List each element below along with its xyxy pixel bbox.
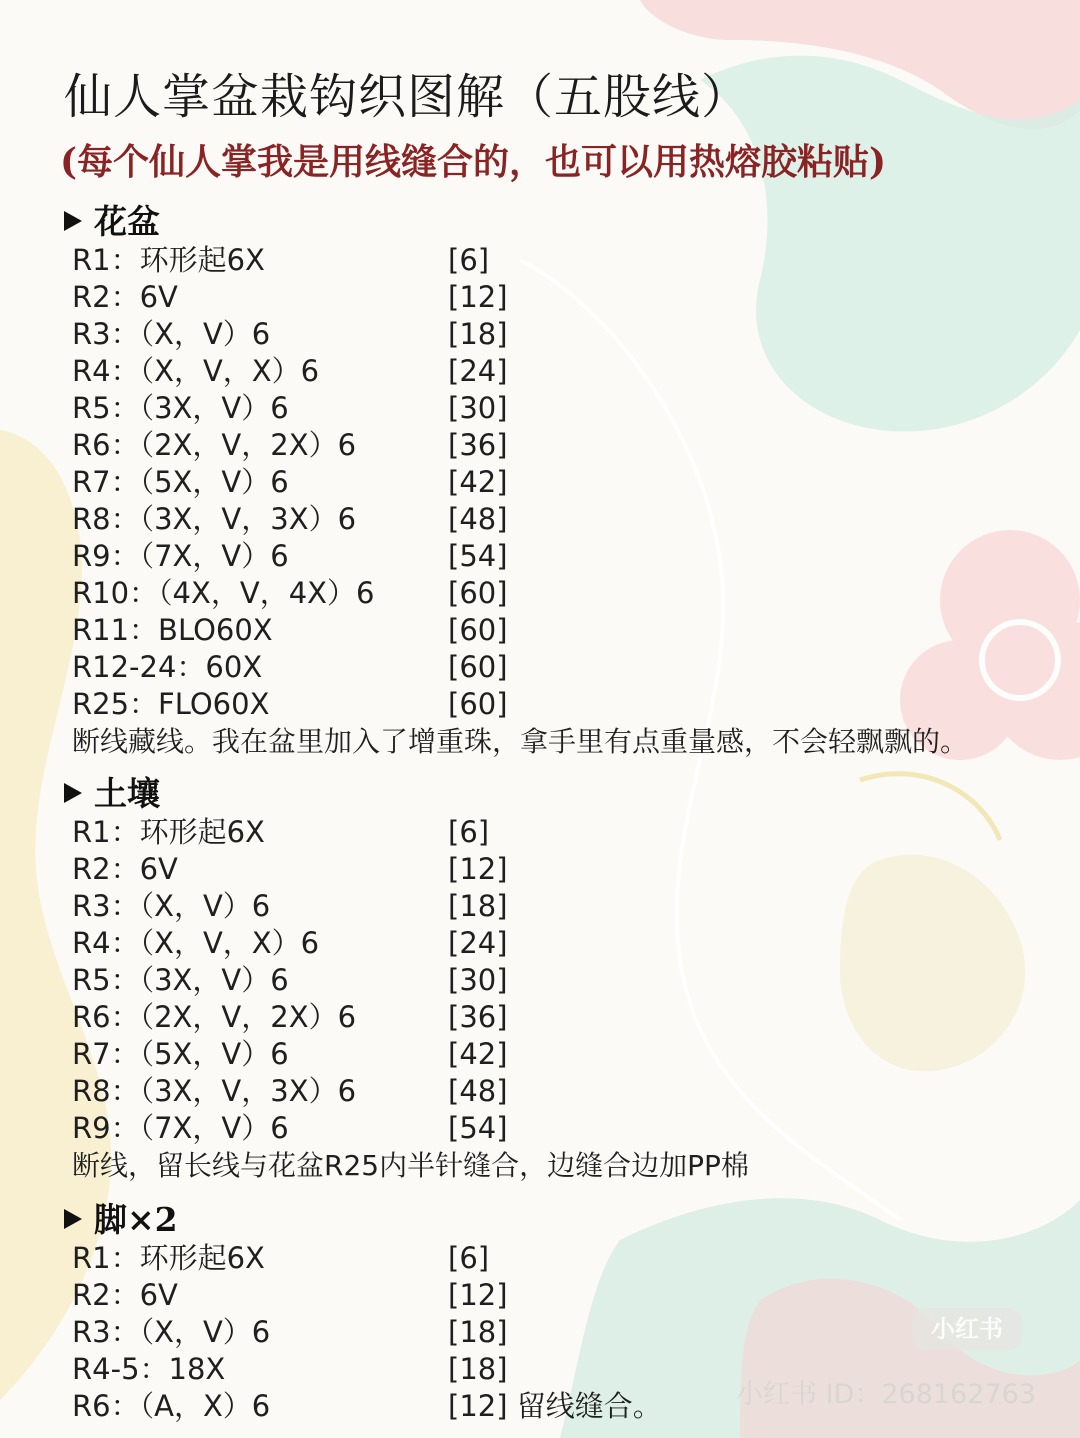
pattern-row xyxy=(64,575,1064,612)
triangle-bullet-icon xyxy=(64,783,82,803)
pattern-row xyxy=(64,1277,1064,1314)
row-count: [36] xyxy=(448,428,508,462)
section-heading-text: 花盆 xyxy=(94,202,160,241)
row-label: R3：（X，V）6 xyxy=(72,317,271,351)
pattern-row xyxy=(64,1073,1064,1110)
row-label: R6：（2X，V，2X）6 xyxy=(72,428,357,462)
pattern-row xyxy=(64,814,1064,851)
row-count: [6] xyxy=(448,243,490,277)
row-count: [54] xyxy=(448,1111,508,1145)
row-count: [18] xyxy=(448,317,508,351)
row-label: R8：（3X，V，3X）6 xyxy=(72,502,357,536)
row-count: [60] xyxy=(448,576,508,610)
section-heading-text: 土壤 xyxy=(94,774,160,813)
pattern-row xyxy=(64,501,1064,538)
row-count: [6] xyxy=(448,1241,490,1275)
row-count: [30] xyxy=(448,963,508,997)
triangle-bullet-icon xyxy=(64,1209,82,1229)
row-count: [12] 留线缝合。 xyxy=(448,1389,662,1423)
row-label: R1：环形起6X xyxy=(72,1241,265,1275)
pattern-row xyxy=(64,686,1064,723)
section-heading xyxy=(64,1200,1064,1240)
row-label: R1：环形起6X xyxy=(72,243,265,277)
row-label: R12-24：60X xyxy=(72,650,263,684)
row-count: [60] xyxy=(448,687,508,721)
row-count: [60] xyxy=(448,650,508,684)
page-subtitle: (每个仙人掌我是用线缝合的，也可以用热熔胶粘贴) xyxy=(60,141,887,183)
row-label: R9：（7X，V）6 xyxy=(72,539,289,573)
pattern-row xyxy=(64,649,1064,686)
row-label: R4-5：18X xyxy=(72,1352,226,1386)
row-count: [36] xyxy=(448,1000,508,1034)
row-count: [24] xyxy=(448,926,508,960)
pattern-row xyxy=(64,464,1064,501)
pattern-row xyxy=(64,888,1064,925)
pattern-row xyxy=(64,612,1064,649)
row-count: [12] xyxy=(448,1278,508,1312)
row-count: [48] xyxy=(448,502,508,536)
pattern-row xyxy=(64,1110,1064,1147)
section-heading-text: 脚×2 xyxy=(94,1200,178,1239)
row-label: R10：（4X，V，4X）6 xyxy=(72,576,375,610)
pattern-row xyxy=(64,427,1064,464)
row-count: [12] xyxy=(448,280,508,314)
page-title: 仙人掌盆栽钩织图解（五股线） xyxy=(64,69,751,125)
section-heading xyxy=(64,202,1064,242)
row-label: R2：6V xyxy=(72,280,178,314)
pattern-row xyxy=(64,538,1064,575)
section-soil xyxy=(64,774,1064,1185)
row-label: R3：（X，V）6 xyxy=(72,1315,271,1349)
row-label: R3：（X，V）6 xyxy=(72,889,271,923)
row-count: [18] xyxy=(448,889,508,923)
row-label: R8：（3X，V，3X）6 xyxy=(72,1074,357,1108)
pattern-row xyxy=(64,1036,1064,1073)
section-note: 断线，留长线与花盆R25内半针缝合，边缝合边加PP棉 xyxy=(72,1149,749,1182)
row-count: [48] xyxy=(448,1074,508,1108)
row-label: R6：（2X，V，2X）6 xyxy=(72,1000,357,1034)
watermark-badge: 小红书 xyxy=(912,1308,1022,1350)
pattern-row xyxy=(64,316,1064,353)
watermark-id: 小红书 ID：268162763 xyxy=(736,1379,1036,1410)
row-count: [6] xyxy=(448,815,490,849)
pattern-row xyxy=(64,390,1064,427)
row-label: R7：（5X，V）6 xyxy=(72,465,289,499)
row-count: [12] xyxy=(448,852,508,886)
row-label: R5：（3X，V）6 xyxy=(72,391,289,425)
row-label: R7：（5X，V）6 xyxy=(72,1037,289,1071)
row-count: [18] xyxy=(448,1315,508,1349)
pattern-row xyxy=(64,925,1064,962)
row-count: [54] xyxy=(448,539,508,573)
row-label: R5：（3X，V）6 xyxy=(72,963,289,997)
pattern-row xyxy=(64,1240,1064,1277)
pattern-row xyxy=(64,353,1064,390)
pattern-row xyxy=(64,242,1064,279)
row-count: [24] xyxy=(448,354,508,388)
pattern-row xyxy=(64,279,1064,316)
row-count: [42] xyxy=(448,1037,508,1071)
section-note: 断线藏线。我在盆里加入了增重珠，拿手里有点重量感，不会轻飘飘的。 xyxy=(72,725,969,758)
row-count: [42] xyxy=(448,465,508,499)
row-label: R11：BLO60X xyxy=(72,613,273,647)
row-count: [18] xyxy=(448,1352,508,1386)
section-flowerpot xyxy=(64,202,1064,761)
row-label: R4：（X，V，X）6 xyxy=(72,926,320,960)
row-label: R9：（7X，V）6 xyxy=(72,1111,289,1145)
pattern-row xyxy=(64,851,1064,888)
row-label: R6：（A，X）6 xyxy=(72,1389,271,1423)
row-count: [60] xyxy=(448,613,508,647)
row-label: R1：环形起6X xyxy=(72,815,265,849)
pattern-row xyxy=(64,999,1064,1036)
row-label: R2：6V xyxy=(72,1278,178,1312)
pattern-row xyxy=(64,962,1064,999)
row-label: R2：6V xyxy=(72,852,178,886)
section-heading xyxy=(64,774,1064,814)
triangle-bullet-icon xyxy=(64,211,82,231)
row-count: [30] xyxy=(448,391,508,425)
row-label: R4：（X，V，X）6 xyxy=(72,354,320,388)
row-label: R25：FLO60X xyxy=(72,687,270,721)
